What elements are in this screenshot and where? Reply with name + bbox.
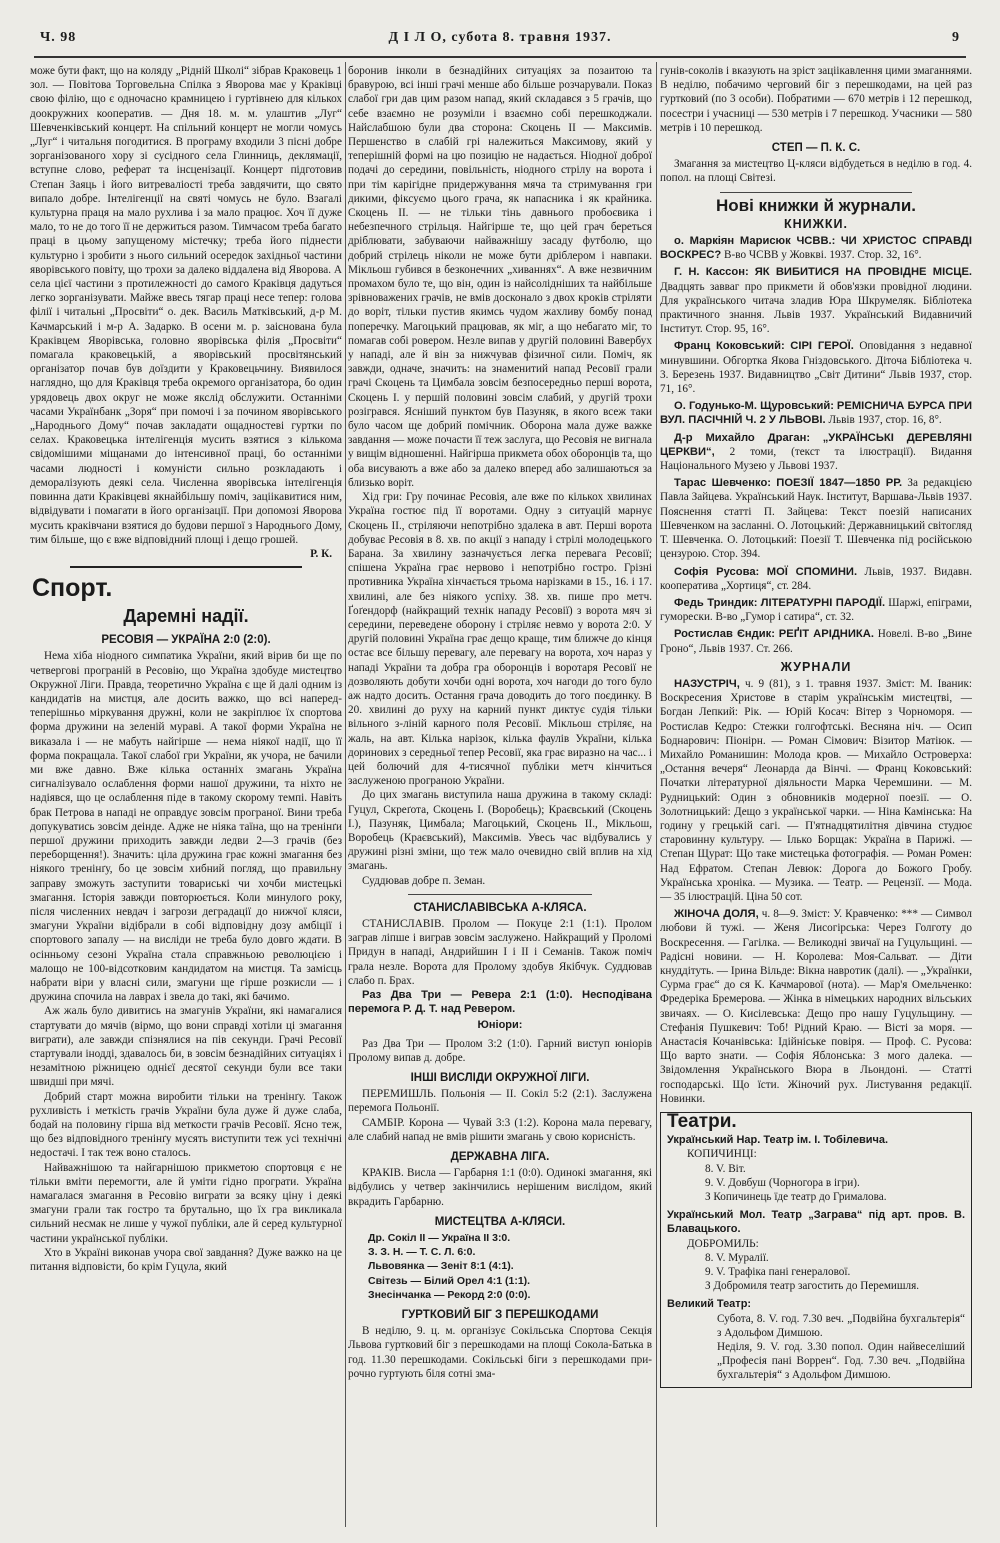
theatre-show: 9. V. Трафіка пані генералової. xyxy=(705,1266,851,1279)
book-author: Г. Н. Кассон: xyxy=(674,266,749,279)
subsection-heading: МИСТЕЦТВА А-КЛЯСИ. xyxy=(434,1215,566,1228)
book-entry xyxy=(660,627,972,655)
theatre-show: Субота, 8. V. год. 7.30 веч. „Подвійна бухгальтерія“ з Адольфом Димшою. xyxy=(717,1312,965,1339)
article-paragraph: Аж жаль було дивитись на змагунів України, які намагалися стартувати до мячів (вірмо, що вони справді хотіли ці змагання виграти), але завжди спізнялися на пів секунди. Грачі Ресовії стартували інодді, здавалось би, в зовсім безнадійних ситуаціях і незамітною ріжницею однієї десятої секунди були все таки швидші при мячі. xyxy=(30,1005,342,1089)
subsection-heading: ГУРТКОВИЙ БІГ З ПЕРЕШКОДАМИ xyxy=(401,1309,599,1322)
book-author: О. Годунько-М. Щуровський: xyxy=(674,400,835,413)
theatre-show: 8. V. Віт. xyxy=(705,1162,746,1175)
article-paragraph: Добрий старт можна виробити тільки на тренінґу. Також рухливість і меткість грачів України була дуже й дуже слаба, бодай на половину гірша від меткости грачів Ресовії. Ясно теж, що без відповідного тренінґу мусять виступити теж усі технічні недостачі. І так теж воно сталось. xyxy=(30,1090,342,1160)
article-paragraph: Хід гри: Гру починає Ресовія, але вже по кількох хвилинах Україна гостює під її воротами. Одну з ситуацій марнує Скоцень II., стріляючи непотрібно здалека в авт. Перші ворота добуває Ресовія в 8. хв. по акції з нападу і стрілі молодецького Барана. За хвилину зазначується легка перевага Ресовії; спішена Україна грає нервово і непотрібно гостро. Грізні противника Україна хінчається трьома нарізками в 15., 16. і 17. хвилині, але без ніякого успіху. 38. хв. пише про метч. Ґоґендорф (найкращий технік нападу Ресовії) з ворота мяч зі середини, переведене оборону і стріляє невмо у ворота 2:0. У другій половині Україна грає дещо краще, тим ближче до кінця остає все більшу перевагу, але перевагу на ворота, хоч нараз у нападі України та добра гра оборонців і воротаря Ресовії не дозволяють добути хочби одні ворота, хоч нагоди до того було аж надто досить. Остання грача доводить до того поєдинку. В 20. хвилині до руху на карний пункт диктує судія тільки вільного з-ліній карного поля Ресовії. Мікльош стріляє, на жаль, на авт. Кілька нарізок, кілька фаулів України, кілька доринових з середньої тепер Ресовії, яка грає виразно на час... і цей болючий для 4-тисячної публіки метч кінчиться заслуженою програною України. xyxy=(348,491,652,788)
article-title: Даремні надії. xyxy=(123,606,249,627)
book-title: СІРІ ГЕРОЇ. xyxy=(790,340,854,353)
result-line: Раз Два Три — Ревера 2:1 (1:0). Несподівана перемога Р. Д. Т. над Ревером. xyxy=(348,989,652,1016)
book-title: РЕМІСНИЧА БУРСА ПРИ ВУЛ. ПАСІЧНІЙ Ч. 2 У ЛЬВОВІ. xyxy=(660,400,972,427)
theatre-name: Український Нар. Театр ім. І. Тобілевича. xyxy=(667,1134,889,1147)
section-heading: Театри. xyxy=(667,1111,737,1133)
book-details: Оповідання з недавної минувшини. Обгортка Якова Гніздовського. Діточа Бібліотека ч. 3. Березень 1937. Видавництво „Світ Дитини“ Львів 1937, стор. 71, 16°. xyxy=(660,340,972,396)
column-divider xyxy=(345,62,346,1527)
masthead: Д І Л О, субота 8. травня 1937. xyxy=(388,30,612,45)
article-paragraph: В неділю, 9. ц. м. організує Сокільська Спортова Секція Львова гуртковий біг з перешкодами на площі Сокола-Батька в год. 11.30 перешкодами. Сокільські біги з перешкодами при-рочно гуртують біля сотні зма- xyxy=(348,1325,652,1380)
theatre-show: Неділя, 9. V. год. 3.30 попол. Один найвеселіший „Професія пані Воррен“. Год. 7.30 веч. „Подвійна бухгальтерія“ з Адольфом Димшою. xyxy=(717,1341,965,1382)
book-title: РЕҐІТ АРІДНИКА. xyxy=(778,628,874,641)
book-title: ЧИ ХРИСТОС СПРАВДІ ВОСКРЕС? xyxy=(660,235,972,262)
article-paragraph: ПЕРЕМИШЛЬ. Польонія — II. Сокіл 5:2 (2:1). Заслужена перемога Польонії. xyxy=(348,1088,652,1115)
book-details: Львів 1937, стор. 16, 8°. xyxy=(828,414,942,427)
result-line: Світезь — Білий Орел 4:1 (1:1). xyxy=(368,1274,531,1287)
book-entry xyxy=(660,399,972,427)
article-paragraph: До цих змагань виступила наша дружина в такому складі: Гуцул, Скреґота, Скоцень I. (Воробець); Краєвський (Скоцень I.), Пазуняк, Цимбала; Магоцький, Скоцень II., Мікльош, Воробець (Краєвський), Максимів. Увесь час відбувались у дружині різні зміни, що теж мало очевидно свій вплив на хід змагань. xyxy=(348,789,652,873)
subsection-heading: СТЕП — П. К. С. xyxy=(771,142,861,155)
book-details: В-во ЧСВВ у Жовкві. 1937. Стор. 32, 16°. xyxy=(724,249,922,262)
book-title: ПОЕЗІЇ 1847—1850 РР. xyxy=(776,477,903,490)
separator-rule xyxy=(720,192,912,193)
theatre-name: Український Мол. Театр „Заграва“ під арт. пров. В. Блавацького. xyxy=(667,1209,965,1236)
column-divider xyxy=(656,62,657,1527)
book-title: „УКРАЇНСЬКІ ДЕРЕВЛЯНІ ЦЕРКВИ“, xyxy=(660,431,972,458)
theatre-box xyxy=(660,1112,972,1388)
article-paragraph: Суддював добре п. Земан. xyxy=(362,874,486,887)
issue-number: Ч. 98 xyxy=(40,30,77,45)
books-heading: КНИЖКИ. xyxy=(783,216,849,231)
book-details: Новелі. В-во „Вине Гроно“, Львів 1937. Ст. 266. xyxy=(660,628,972,655)
book-details: За редакцією Павла Зайцева. Український Наук. Інститут, Варшава-Львів 1937. Пояснення статті П. Зайцева: Текст поезій написаних Шевченком на засланні. О. Лотоцький: Державницький світогляд Т. Шевченка. О. Лотоцький: Поезії Т. Шевченка під російською цензурою. Стор. 394. xyxy=(660,477,972,561)
book-title: ЯК ВИБИТИСЯ НА ПРОВІДНЕ МІСЦЕ. xyxy=(754,266,972,279)
book-author: Софія Русова: xyxy=(674,565,760,578)
book-author: Ростислав Єндик: xyxy=(674,628,775,641)
subsection-heading: ДЕРЖАВНА ЛІГА. xyxy=(450,1151,550,1164)
separator-rule xyxy=(70,566,302,568)
book-details: Львів, 1937. Видавн. кооператива „Хортиця“, ст. 284. xyxy=(660,565,972,592)
article-paragraph: гунів-соколів і вказують на зріст заціікавлення цими змаганнями. В неділю, побачимо черговий біг з перешкодами, на цей раз гуртковий (по 3 особи). Побратими — 670 метрів і 12 перешкод, посестри і учасниці — 530 метрів і 7 перешкод. Учасники — 580 метрів і 10 перешкод. xyxy=(660,65,972,134)
theatre-show: 9. V. Довбуш (Чорногора в ігри). xyxy=(705,1176,860,1189)
theatre-place: КОПИЧИНЦІ: xyxy=(687,1148,757,1161)
column-3 xyxy=(660,64,972,1524)
journal-contents: ч. 8—9. Зміст: У. Кравченко: *** — Символ любови й тужі. — Женя Лисогірська: Через Голготу до Воскресення. — Гагілка. — Великодні звичаї на Гуцульщині. — Радісні новини. — Н. Королева: Моя-Сальват. — Діти кнуддітуть. — Ірина Вільде: Вікна навротик (далі). — „Українки, Сурма грає“ до ся К. Качмарової (нота). — Мар'я Омельченко: Фредеріка Бремерова. — Жінка в німецьких народних вільських звичаях. — О. Кисілевська: Дещо про нашу Гуцульщину. — Стефанія Пушкевич: Тоб! Рідний Краю. — Вісті за моря. — Анастасія Кочанівська: Ідійніське повіря. — Проф. С. Русова: Що варто знати. — Софія Яблонська: З мого далека. — Звідомлення Українського Вюра в Льондоні. — Статті господарські. Що їсти. Жіночий рух. Листування редакції. Новинки. xyxy=(660,908,972,1105)
book-details: Шаржі, епіграми, гуморески. В-во „Гумор і сатира“, ст. 32. xyxy=(660,596,972,624)
journal-entry xyxy=(660,677,972,904)
book-details: 2 томи, (текст та ілюстрації). Видання Національного Музею у Львові 1937. xyxy=(660,445,972,473)
journal-entry xyxy=(660,907,972,1106)
column-2 xyxy=(348,64,652,1524)
book-details: Двадцять завваг про прикмети й обов'язки провідної людини. Для українського читача зладив Юра Шкрумеляк. Бібліотека практичного знання. Львів 1937. Український Видавничий Інститут. Стор. 95, 16°. xyxy=(660,280,972,336)
book-author: Тарас Шевченко: xyxy=(674,477,772,490)
article-paragraph: боронив інколи в безнадійних ситуаціях за позаитою та бравурою, всі інші грачі менше або більше розчарували. Показ слабої гри дав цим разом напад, який складався з 5 грачів, що себе взаємно не розуміли і взаємно собі перешкоджали. Найслабшою були два сторона: Скоцень II — Максимів. Першенство в слабій грі належиться Максимову, який у теперішній формі на цю позицію не надається. Ніодної доброї подачі до середини, повільність, ніодного стрілу на ворота і при тім карігідне придержування мяча та стримування гри дикими, фіксуємо цього грача, як напасника і як крайника. Скоцень II. — не тільки тінь давнього пробоєвика і небезпечного стрільця. Найгірше те, що цей грач береться дріблювати, забуваючи найважнішу засаду футболю, що добрий стрілець ніколи не може бути дріблером і навпаки. Мікльош губився в безконечних „хиваннях“. А вже незвичним промахом було те, що він, один із найсолідніших та найбільше зрівноважених грачів, не вмів досконало з двох кроків стріляти до воріт, тільки пустив якимсь чудом жахливу бомбу понад поперечку. Магоцький працював, як міг, а що небагато міг, то помагав собі ровером. Незле випав у другій половині Вавербух у нападі, але й він за нижчував фізичної сили. Поміч, як завжди, одначе, значить: на знаменитий напад Ресовії грали грачі Скоцень та Цимбала зовсім безпосередньо перші ворота, Скоцень I. у першій половині зовсім слабий, у другій трохи розігрався. Ясніший пунктом був Пазуняк, в якого всеж таки було часом ще добрий помічник. Оборона мала дуже важке завдання — може почасти її теж заслуга, що Ресовія не вигнала у вищім відношенні. Найгірша прикмета обох оборонців та, що оба висувають а вже або за далеко вперед або залишаються за близько воріт. xyxy=(348,65,652,489)
article-paragraph: Змагання за мистецтво Ц-кляси відбудеться в неділю в год. 4. попол. на площі Світезі. xyxy=(660,158,972,185)
column-1 xyxy=(30,64,342,1524)
article-paragraph: Нема хіба ніодного симпатика України, який вірив би ще по четвергові програній в Ресовію, що Україна здобуде мистецтво Окружної Ліги. Правда, теоретично Україна є ще й далі одним із кандидатів на мистця, але досить важко, що всі наперед-теперішньо міркування дружні, коли не закріплює їх спортова форма дружини на зеленій мураві. А такої форми Україна не виказала і — не мабуть найгірше — нема ніякої надії, що її форма покращала. Такої слабої гри України, як учора, не бачили ми вже давно. Вже кілька останніх змагань Україна сигналізувало ослаблення форми нашої дружини, та ніхто не надіявся, що це ослаблення піде в такому скорому темпі. Навіть брак Петрова в нападі не оправдує зовсім програної. Вини треба допукуватись зовсім деінде. Адже не ніяка таїна, що на тренінґи першої дружини приходить завжди ледви 2—3 грачів (без переборщення!). Значить: ціла дружина грає кожні змагання без ніякого тренінґу, бо це зовсім хибний погляд, що правильну заправу зможуть заступити товариські чи хочби мистецькі змагання. Історія завжди повторюється. Коли минулого року, після численних невдач і загрози деградації до нижчої кляси, змагуни України відібрали в собі відповідну дозу амбіції і спортового запалу — на висліди не треба було довго ждати. В осінньому сезоні Україна стала справжньою революцією і малощо не 100-відсотковим кандидатом на мистця. Та замісць набрати віри у власні сили, змагуни ще гірше розкисли — і дружина спочила на лаврах і звела до такі, які бачимо. xyxy=(30,650,342,1004)
article-paragraph: САМБІР. Корона — Чувай 3:3 (1:2). Корона мала перевагу, але слабий напад не вмів рішити змагань у свою корисність. xyxy=(348,1116,652,1143)
match-result-heading: РЕСОВІЯ — УКРАЇНА 2:0 (2:0). xyxy=(101,634,271,647)
subsection-heading: Юніори: xyxy=(477,1019,523,1032)
theatre-show: 8. V. Муралії. xyxy=(705,1251,769,1264)
book-title: МОЇ СПОМИНИ. xyxy=(766,565,858,578)
book-author: Д-р Михайло Драган: xyxy=(674,431,811,444)
book-entry xyxy=(660,339,972,396)
book-author: о. Маркіян Марисюк ЧСВВ.: xyxy=(674,235,836,248)
book-entry xyxy=(660,565,972,593)
section-heading: Нові книжки й журнали. xyxy=(715,195,917,215)
result-line: З. З. Н. — Т. С. Л. 6:0. xyxy=(368,1246,476,1259)
theatre-note: З Добромиля театр загостить до Перемишля. xyxy=(705,1280,920,1293)
page-number: 9 xyxy=(952,30,960,45)
journal-name: ЖІНОЧА ДОЛЯ, xyxy=(674,908,759,921)
article-paragraph: Хто в Україні виконав учора свої завдання? Дуже важко на це питання відповісти, бо крім Гуцула, який xyxy=(30,1246,342,1274)
book-entry xyxy=(660,431,972,474)
article-paragraph: може бути факт, що на коляду „Рідній Школі“ зібрав Краковець 1 зол. — Повітова Торговельна Спілка з Яворова має у Краківці свою філію, що є одночасно крамницею і гуртівнею для кількох доокружних кооператив. — Дня 18. м. м. улаштив „Луг“ Шевченківський концерт. На спільний концерт не могли чомусь „Луг“ і читальня погодитися. В програму входили 3 пісні добре зорганізованого хору зі сусідного села Глинниць, деклямації, вступне слово, реферат та інсценізації. Концерт підготовив Степан Заяць і його витреваліості треба завдячити, що свято випало добре. Інтелігенції на святі чомусь не було. Взагалі культурна праця на мало рухлива і за мало працює. Хоч її дуже мало, то не до того її не держиться разом. Тимчасом треба багато праці в цьому запущеному містечку; треба його піднести культурно і зробити з нього сильний осередок західньої частини яворівського повіту, що трохи за далеко віддалена від Яворова. А села цієї частини з протилежності до самого Краківця дадуться легко зорганізувати. Майже ввесь тягар праці несе тепер: голова філії і читальні „Просвіти“ о. дек. Василь Матківський, д-р М. Качмарський і м-р А. Задарко. В осени м. р. заіснована була Краківцем Яворівська, головно яворівська філія „Просвіти“ помагала краковецькій, а яворівський просвітянський організатор почав був доїздити у Краковецьчину. Виявилося наглядно, що для Краківця треба окремого організатора, бо один урядовець двох округ не може якслід обслужити. Останніми часами Українбанк „Зоря“ при помочі і за почином яворівського „Народнього Дому“ почав закладати ощадностеві гуртки по селах. Краковецька інтелігенція мусить взятися з кількома свідомішими міщанами до інтенсивної праці, бо останніми часами людності і комуністи сильно розкладають і деморалізують деякі села. Численна яворівська інтелігенція повинна дати Краківцеві якнайбільшу поміч, заціікавитися ним, відвідувати і помагати в його організації. При допомозі Яворова мусить краківчани взятися до будови першої з Народнього Дому, тим більше, що є вже відповідний площі і дещо грошей. xyxy=(30,65,342,546)
section-heading: Спорт. xyxy=(32,574,113,603)
result-line: Др. Сокіл II — Україна II 3:0. xyxy=(368,1232,511,1245)
theatre-name: Великий Театр: xyxy=(667,1298,752,1311)
result-line: Львовянка — Зеніт 8:1 (4:1). xyxy=(368,1260,514,1273)
journal-contents: ч. 9 (81), з 1. травня 1937. Зміст: М. Іваник: Воскресения Христове в старім українськім мистецтві, — Богдан Лепкий: Рік. — Юрій Косач: Вітер з Чорноморя. — Ростислав Кедро: Стежки голгофтські. Весняна ніч. — Осип Боднарович: Піонірн. — Роман Сімович: Візитор Матіюк. — Михайло Романишин: Молода кров. — Михайло Островерха: „Остання вечеря“ Леонарда да Вінчі. — Франц Коковський: Початки літературної діяльности Марка Черемшини. — М. Рудницький: Один з обновників модерної поезії. — О. Золотницький: Дещо з української чарки. — Ніна Камінська: На годину у грецькій сагі. — П'ятнадцятилітня дівчина студює старовинну культуру. — Ілько Борщак: Україна в Парижі. — Степан Щурат: Що таке мистецька фотографія. — Роман Ромен: Над Ефратом. Степан Левюк: Дорога до Божого Гробу. Українська хроніка. — Музика. — Театр. — Рецензії. — Мода. — 35 ілюстрацій. Ціна 50 сот. xyxy=(660,677,972,903)
book-entry xyxy=(660,234,972,262)
page-header xyxy=(40,30,960,52)
article-paragraph: Найважнішою та найгарнішою прикметою спортовця є не тільки вміти перемогти, але й уміти гідно програти. Україна намагалася змагання в Ресовію виграти за всяку ціну і деякі змагуни грали так гостро та брутально, що їх гра викликала сильний несмак не лише у чужої публіки, але й серед культурної частини української публіки. xyxy=(30,1161,342,1245)
theatre-note: З Копичинець їде театр до Грималова. xyxy=(705,1191,887,1204)
article-paragraph: Раз Два Три — Пролом 3:2 (1:0). Гарний виступ юніорів Пролому випав д. добре. xyxy=(348,1037,652,1064)
book-author: Франц Коковський: xyxy=(674,340,785,353)
subsection-heading: СТАНИСЛАВІВСЬКА А-КЛЯСА. xyxy=(413,901,587,914)
book-entry xyxy=(660,476,972,561)
book-entry xyxy=(660,265,972,336)
article-paragraph: СТАНИСЛАВІВ. Пролом — Покуце 2:1 (1:1). Пролом заграв ліпше і виграв зовсім заслужено. Найкращий у Проломі Придун в нападі, Андрийшин I і II і Семанів. Також поміч грала незле. Ворота для Пролому здобув Якібчук. Суддював слабо п. Брах. xyxy=(348,917,652,987)
book-author: Федь Триндик: xyxy=(674,596,758,609)
article-signature: Р. К. xyxy=(310,547,332,560)
article-paragraph: КРАКІВ. Висла — Гарбарня 1:1 (0:0). Одинокі змагання, які відбулись у четвер закінчились нерішеним вислідом, який вкрадить Гарбарню. xyxy=(348,1167,652,1208)
separator-rule xyxy=(408,894,592,895)
result-line: Знесінчанка — Рекорд 2:0 (0:0). xyxy=(368,1288,531,1301)
book-entry xyxy=(660,596,972,624)
theatre-place: ДОБРОМИЛЬ: xyxy=(687,1237,759,1250)
journals-heading: ЖУРНАЛИ xyxy=(780,659,852,674)
book-title: ЛІТЕРАТУРНІ ПАРОДІЇ. xyxy=(760,596,886,609)
header-rule xyxy=(34,56,966,58)
subsection-heading: ІНШІ ВИСЛІДИ ОКРУЖНОЇ ЛІГИ. xyxy=(410,1072,590,1085)
journal-name: НАЗУСТРІЧ, xyxy=(674,677,740,690)
